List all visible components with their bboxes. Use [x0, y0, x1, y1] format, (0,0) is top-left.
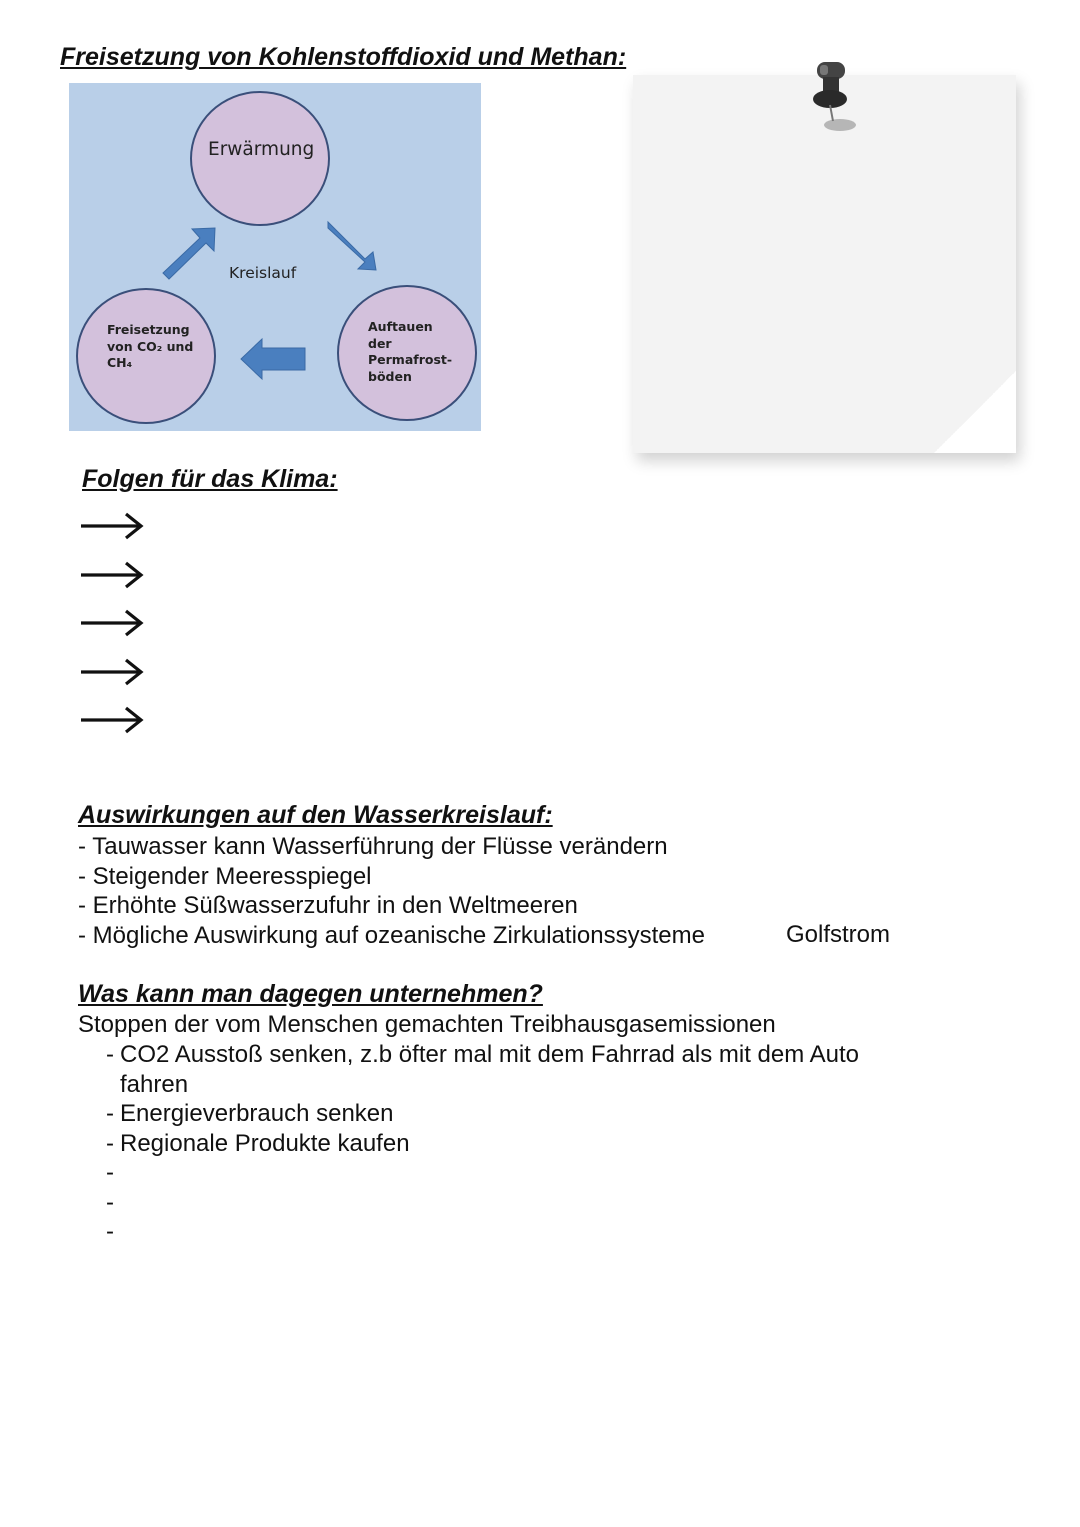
- right-arrow-icon: [78, 559, 146, 591]
- label-release: [107, 322, 193, 372]
- right-arrow-icon: [78, 607, 146, 639]
- list-item-text: [120, 1040, 859, 1099]
- list-item: [106, 1188, 859, 1218]
- list-item: [106, 1129, 859, 1159]
- dash: -: [106, 1129, 114, 1157]
- pushpin-icon: [800, 55, 864, 135]
- action-list: [106, 1040, 859, 1247]
- label-release-line: Freisetzung: [107, 322, 190, 337]
- label-cycle: Kreislauf: [229, 264, 297, 282]
- arrow-left: [241, 339, 305, 379]
- list-item: - Erhöhte Süßwasserzufuhr in den Weltmeeren: [78, 892, 578, 919]
- right-arrow-icon: [78, 656, 146, 688]
- action-lead: Stoppen der vom Menschen gemachten Treibhausgasemissionen: [78, 1011, 776, 1038]
- dash: -: [106, 1159, 114, 1186]
- arrow-down-right: [328, 222, 376, 270]
- water-effects-list: [78, 832, 705, 950]
- heading-water: Auswirkungen auf den Wasserkreislauf:: [78, 801, 553, 829]
- list-item-text: Regionale Produkte kaufen: [120, 1129, 410, 1157]
- consequence-list: [78, 510, 146, 753]
- list-item: [106, 1158, 859, 1188]
- dash: -: [106, 1100, 114, 1127]
- right-arrow-icon: [78, 704, 146, 736]
- page-curl: [934, 371, 1016, 453]
- dash: -: [106, 1041, 114, 1068]
- right-arrow-icon: [78, 510, 146, 542]
- label-thaw-line: Permafrost-: [368, 352, 453, 367]
- label-thaw: [368, 319, 452, 385]
- list-item: [106, 1099, 859, 1129]
- heading-action: Was kann man dagegen unternehmen?: [78, 980, 543, 1008]
- list-item: - Steigender Meeresspiegel: [78, 862, 372, 890]
- dash: -: [106, 1218, 114, 1245]
- heading-release: Freisetzung von Kohlenstoffdioxid und Methan:: [60, 43, 627, 71]
- label-release-line: CH₄: [107, 355, 133, 370]
- arrow-up-right: [163, 228, 215, 279]
- list-item: [106, 1217, 859, 1247]
- dash: -: [106, 1188, 114, 1216]
- heading-consequences: Folgen für das Klima:: [82, 465, 338, 493]
- label-thaw-line: Auftauen: [368, 319, 433, 334]
- list-item: - Tauwasser kann Wasserführung der Flüsse verändern: [78, 833, 668, 860]
- label-release-line: von CO₂ und: [107, 338, 194, 354]
- gulfstream-note: Golfstrom: [786, 921, 891, 948]
- list-item-line: fahren: [120, 1070, 189, 1098]
- list-item: [106, 1040, 859, 1099]
- list-item: - Mögliche Auswirkung auf ozeanische Zirkulationssysteme: [78, 921, 705, 949]
- list-item-text: Energieverbrauch senken: [120, 1100, 394, 1127]
- list-item-line: CO2 Ausstoß senken, z.b öfter mal mit dem Fahrrad als mit dem Auto: [120, 1041, 859, 1068]
- cycle-diagram: [69, 83, 481, 431]
- label-warming: Erwärmung: [208, 139, 315, 160]
- label-thaw-line: der: [368, 335, 392, 351]
- label-thaw-line: böden: [368, 368, 412, 384]
